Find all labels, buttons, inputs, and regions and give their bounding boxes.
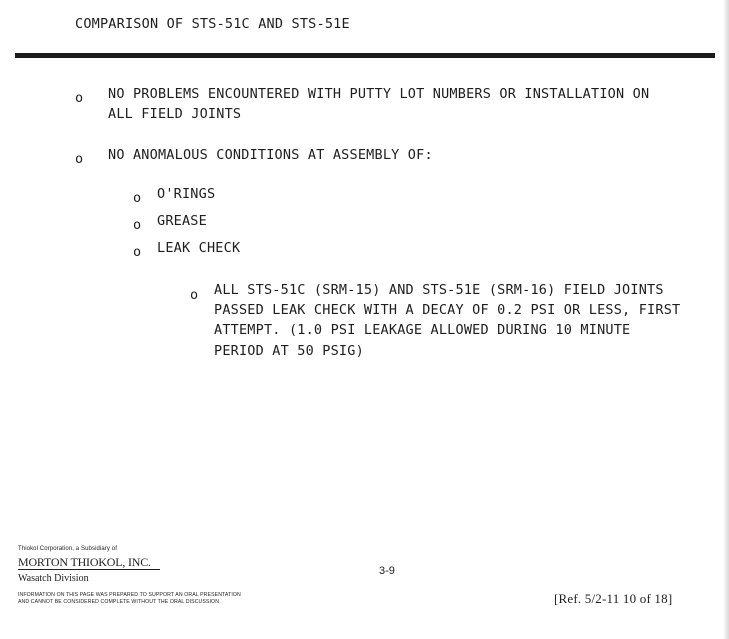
leak-check-line: PERIOD AT 50 PSIG)	[214, 343, 364, 359]
sub-bullet-marker: o	[133, 190, 142, 206]
leak-check-line: PASSED LEAK CHECK WITH A DECAY OF 0.2 PSI OR LESS, FIRST	[214, 302, 681, 318]
bullet-marker: o	[75, 151, 84, 167]
page-title: COMPARISON OF STS-51C AND STS-51E	[75, 16, 350, 32]
page-number: 3-9	[379, 565, 395, 577]
subsidiary-note: Thiokol Corporation, a Subsidiary of	[18, 546, 117, 552]
page-edge-shadow	[723, 0, 729, 639]
division-name: Wasatch Division	[18, 573, 89, 584]
sub-bullet-leak-check: LEAK CHECK	[157, 240, 241, 256]
disclaimer-line: INFORMATION ON THIS PAGE WAS PREPARED TO SUPPORT AN ORAL PRESENTATION	[18, 592, 241, 598]
sub-bullet-marker: o	[133, 244, 142, 260]
bullet-marker: o	[75, 90, 84, 106]
company-logo-text: MORTON THIOKOL, INC.	[18, 555, 151, 569]
disclaimer-line: AND CANNOT BE CONSIDERED COMPLETE WITHOUT THE ORAL DISCUSSION	[18, 599, 220, 605]
reference-label: [Ref. 5/2-11 10 of 18]	[554, 591, 673, 606]
bullet-text-line: NO PROBLEMS ENCOUNTERED WITH PUTTY LOT NUMBERS OR INSTALLATION ON	[108, 86, 650, 102]
sub-bullet-orings: O'RINGS	[157, 186, 216, 202]
bullet-text-line: ALL FIELD JOINTS	[108, 106, 242, 122]
bullet-text-line: NO ANOMALOUS CONDITIONS AT ASSEMBLY OF:	[108, 147, 433, 163]
sub-bullet-grease: GREASE	[157, 213, 207, 229]
leak-check-line: ALL STS-51C (SRM-15) AND STS-51E (SRM-16) FIELD JOINTS	[214, 282, 664, 298]
nested-bullet-marker: o	[190, 287, 199, 303]
sub-bullet-marker: o	[133, 217, 142, 233]
company-rule	[18, 569, 160, 570]
header-rule	[15, 53, 715, 58]
leak-check-line: ATTEMPT. (1.0 PSI LEAKAGE ALLOWED DURING 10 MINUTE	[214, 322, 631, 338]
